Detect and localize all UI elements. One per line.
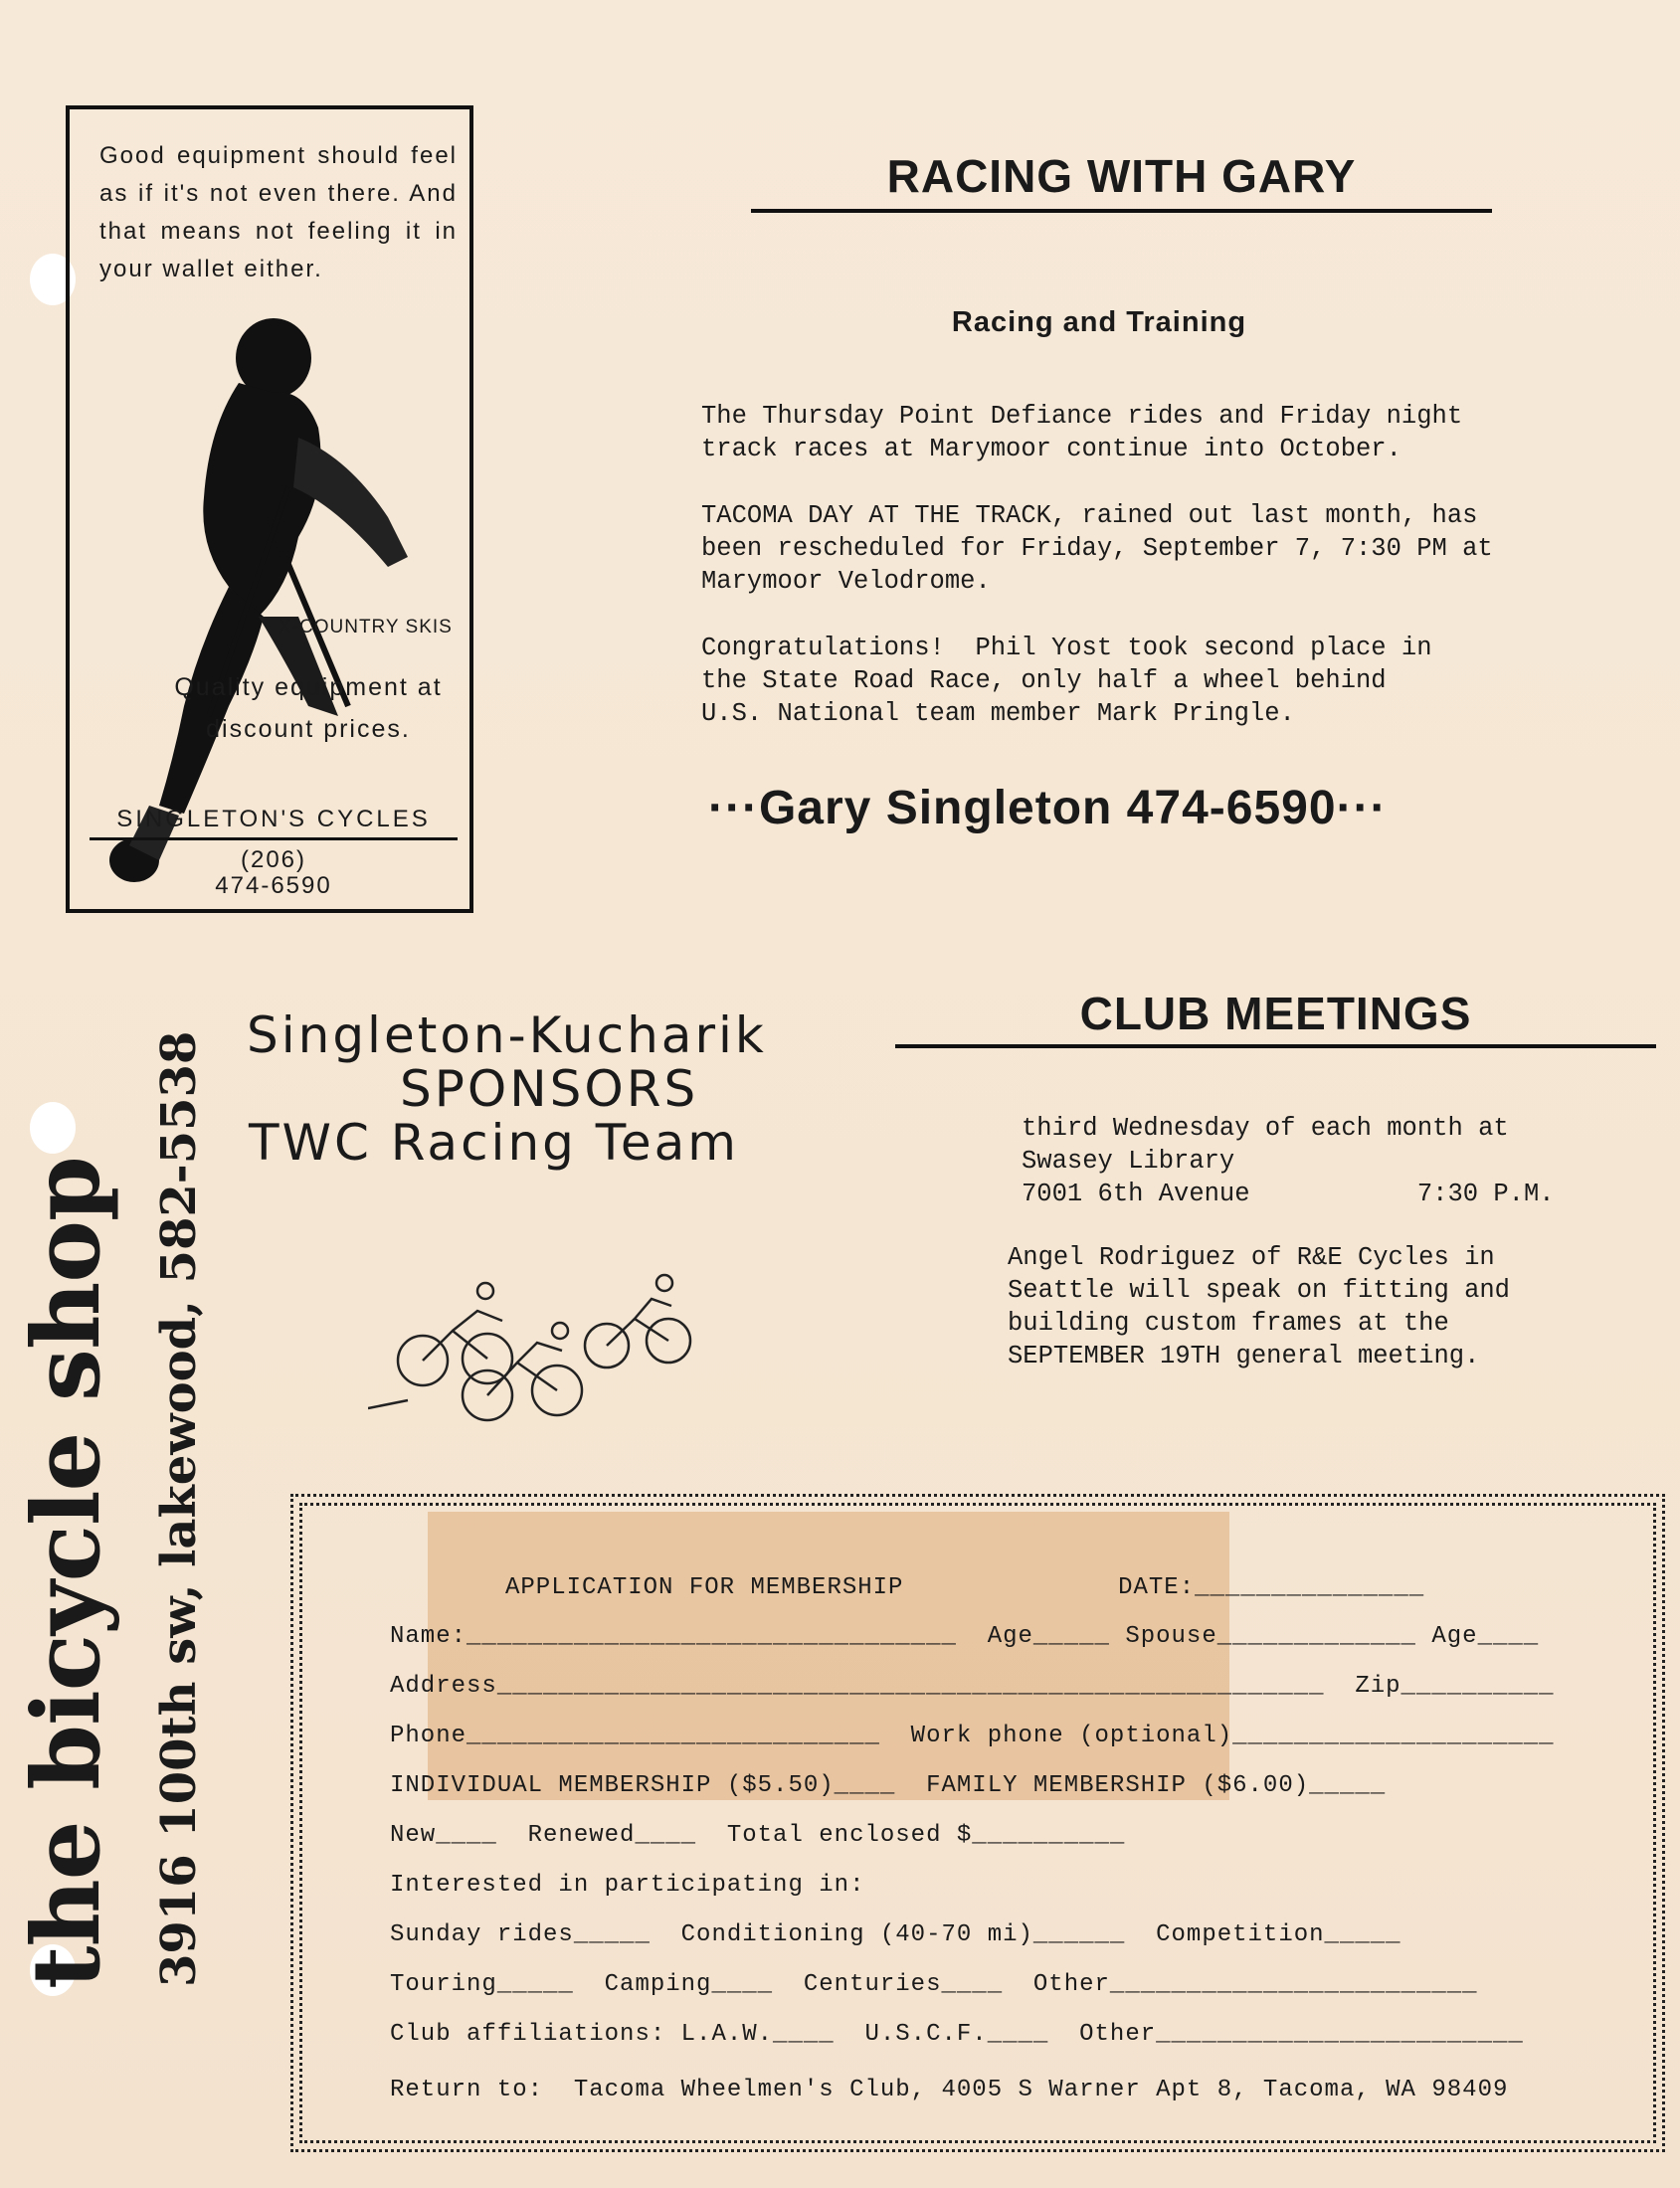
affiliations-line: Club affiliations: L.A.W.____ U.S.C.F.____ Other________________________ bbox=[390, 2021, 1524, 2048]
racing-para-1: The Thursday Point Defiance rides and Friday night track races at Marymoor continue into October. bbox=[701, 402, 1463, 463]
punch-hole bbox=[30, 1102, 76, 1154]
handwritten-line-2: SPONSORS bbox=[400, 1060, 699, 1118]
handwritten-line-1: Singleton-Kucharik bbox=[247, 1006, 767, 1064]
racing-para-3: Congratulations! Phil Yost took second place in the State Road Race, only half a wheel behind U.S. National team member Mark Pringle. bbox=[701, 634, 1432, 728]
name-line: Name:________________________________ Age_____ Spouse_____________ Age____ bbox=[390, 1623, 1540, 1650]
shop-address: 3916 100th sw, lakewood, 582-5538 bbox=[151, 1030, 207, 1987]
cyclists-illustration bbox=[368, 1251, 706, 1425]
application-title: APPLICATION FOR MEMBERSHIP DATE:_______________ bbox=[505, 1574, 1425, 1601]
racing-para-2: TACOMA DAY AT THE TRACK, rained out last month, has been rescheduled for Friday, September 7, 7:30 PM at Marymoor Velodrome. bbox=[701, 501, 1493, 596]
shop-name: the bicycle shop bbox=[12, 1157, 121, 1989]
ad-area-code: (206) bbox=[240, 846, 307, 873]
membership-line: INDIVIDUAL MEMBERSHIP ($5.50)____ FAMILY MEMBERSHIP ($6.00)_____ bbox=[390, 1772, 1387, 1799]
address-line: Address______________________________________________________ Zip__________ bbox=[390, 1673, 1555, 1700]
interests-line-2: Touring_____ Camping____ Centuries____ Other________________________ bbox=[390, 1971, 1478, 1998]
racing-subtitle: Racing and Training bbox=[951, 306, 1247, 338]
ad-product: X-COUNTRY SKIS bbox=[279, 617, 453, 638]
interests-label: Interested in participating in: bbox=[390, 1872, 865, 1899]
ad-shop-name: SINGLETON'S CYCLES bbox=[90, 806, 458, 840]
club-schedule: third Wednesday of each month at Swasey Library 7001 6th Avenue 7:30 P.M. bbox=[1022, 1114, 1555, 1208]
ad-phone bbox=[90, 847, 458, 899]
interests-line-1: Sunday rides_____ Conditioning (40-70 mi)______ Competition_____ bbox=[390, 1921, 1401, 1948]
club-speaker: Angel Rodriguez of R&E Cycles in Seattle will speak on fitting and building custom frames at the SEPTEMBER 19TH general meeting. bbox=[1008, 1243, 1510, 1370]
ad-copy: Good equipment should feel as if it's not even there. And that means not feeling it in your wallet either. bbox=[99, 142, 458, 282]
singletons-cycles-ad bbox=[66, 105, 473, 913]
phone-line: Phone___________________________ Work phone (optional)_____________________ bbox=[390, 1723, 1555, 1749]
handwritten-line-3: TWC Racing Team bbox=[249, 1114, 739, 1172]
renewal-line: New____ Renewed____ Total enclosed $__________ bbox=[390, 1822, 1126, 1849]
club-meetings-heading: CLUB MEETINGS bbox=[895, 987, 1656, 1048]
racing-heading: RACING WITH GARY bbox=[751, 149, 1492, 213]
ad-tagline: Quality equipment at discount prices. bbox=[174, 673, 443, 743]
return-address: Return to: Tacoma Wheelmen's Club, 4005 S Warner Apt 8, Tacoma, WA 98409 bbox=[390, 2077, 1509, 2103]
ad-phone-number: 474-6590 bbox=[215, 872, 332, 899]
gary-contact: ···Gary Singleton 474-6590··· bbox=[708, 782, 1388, 834]
